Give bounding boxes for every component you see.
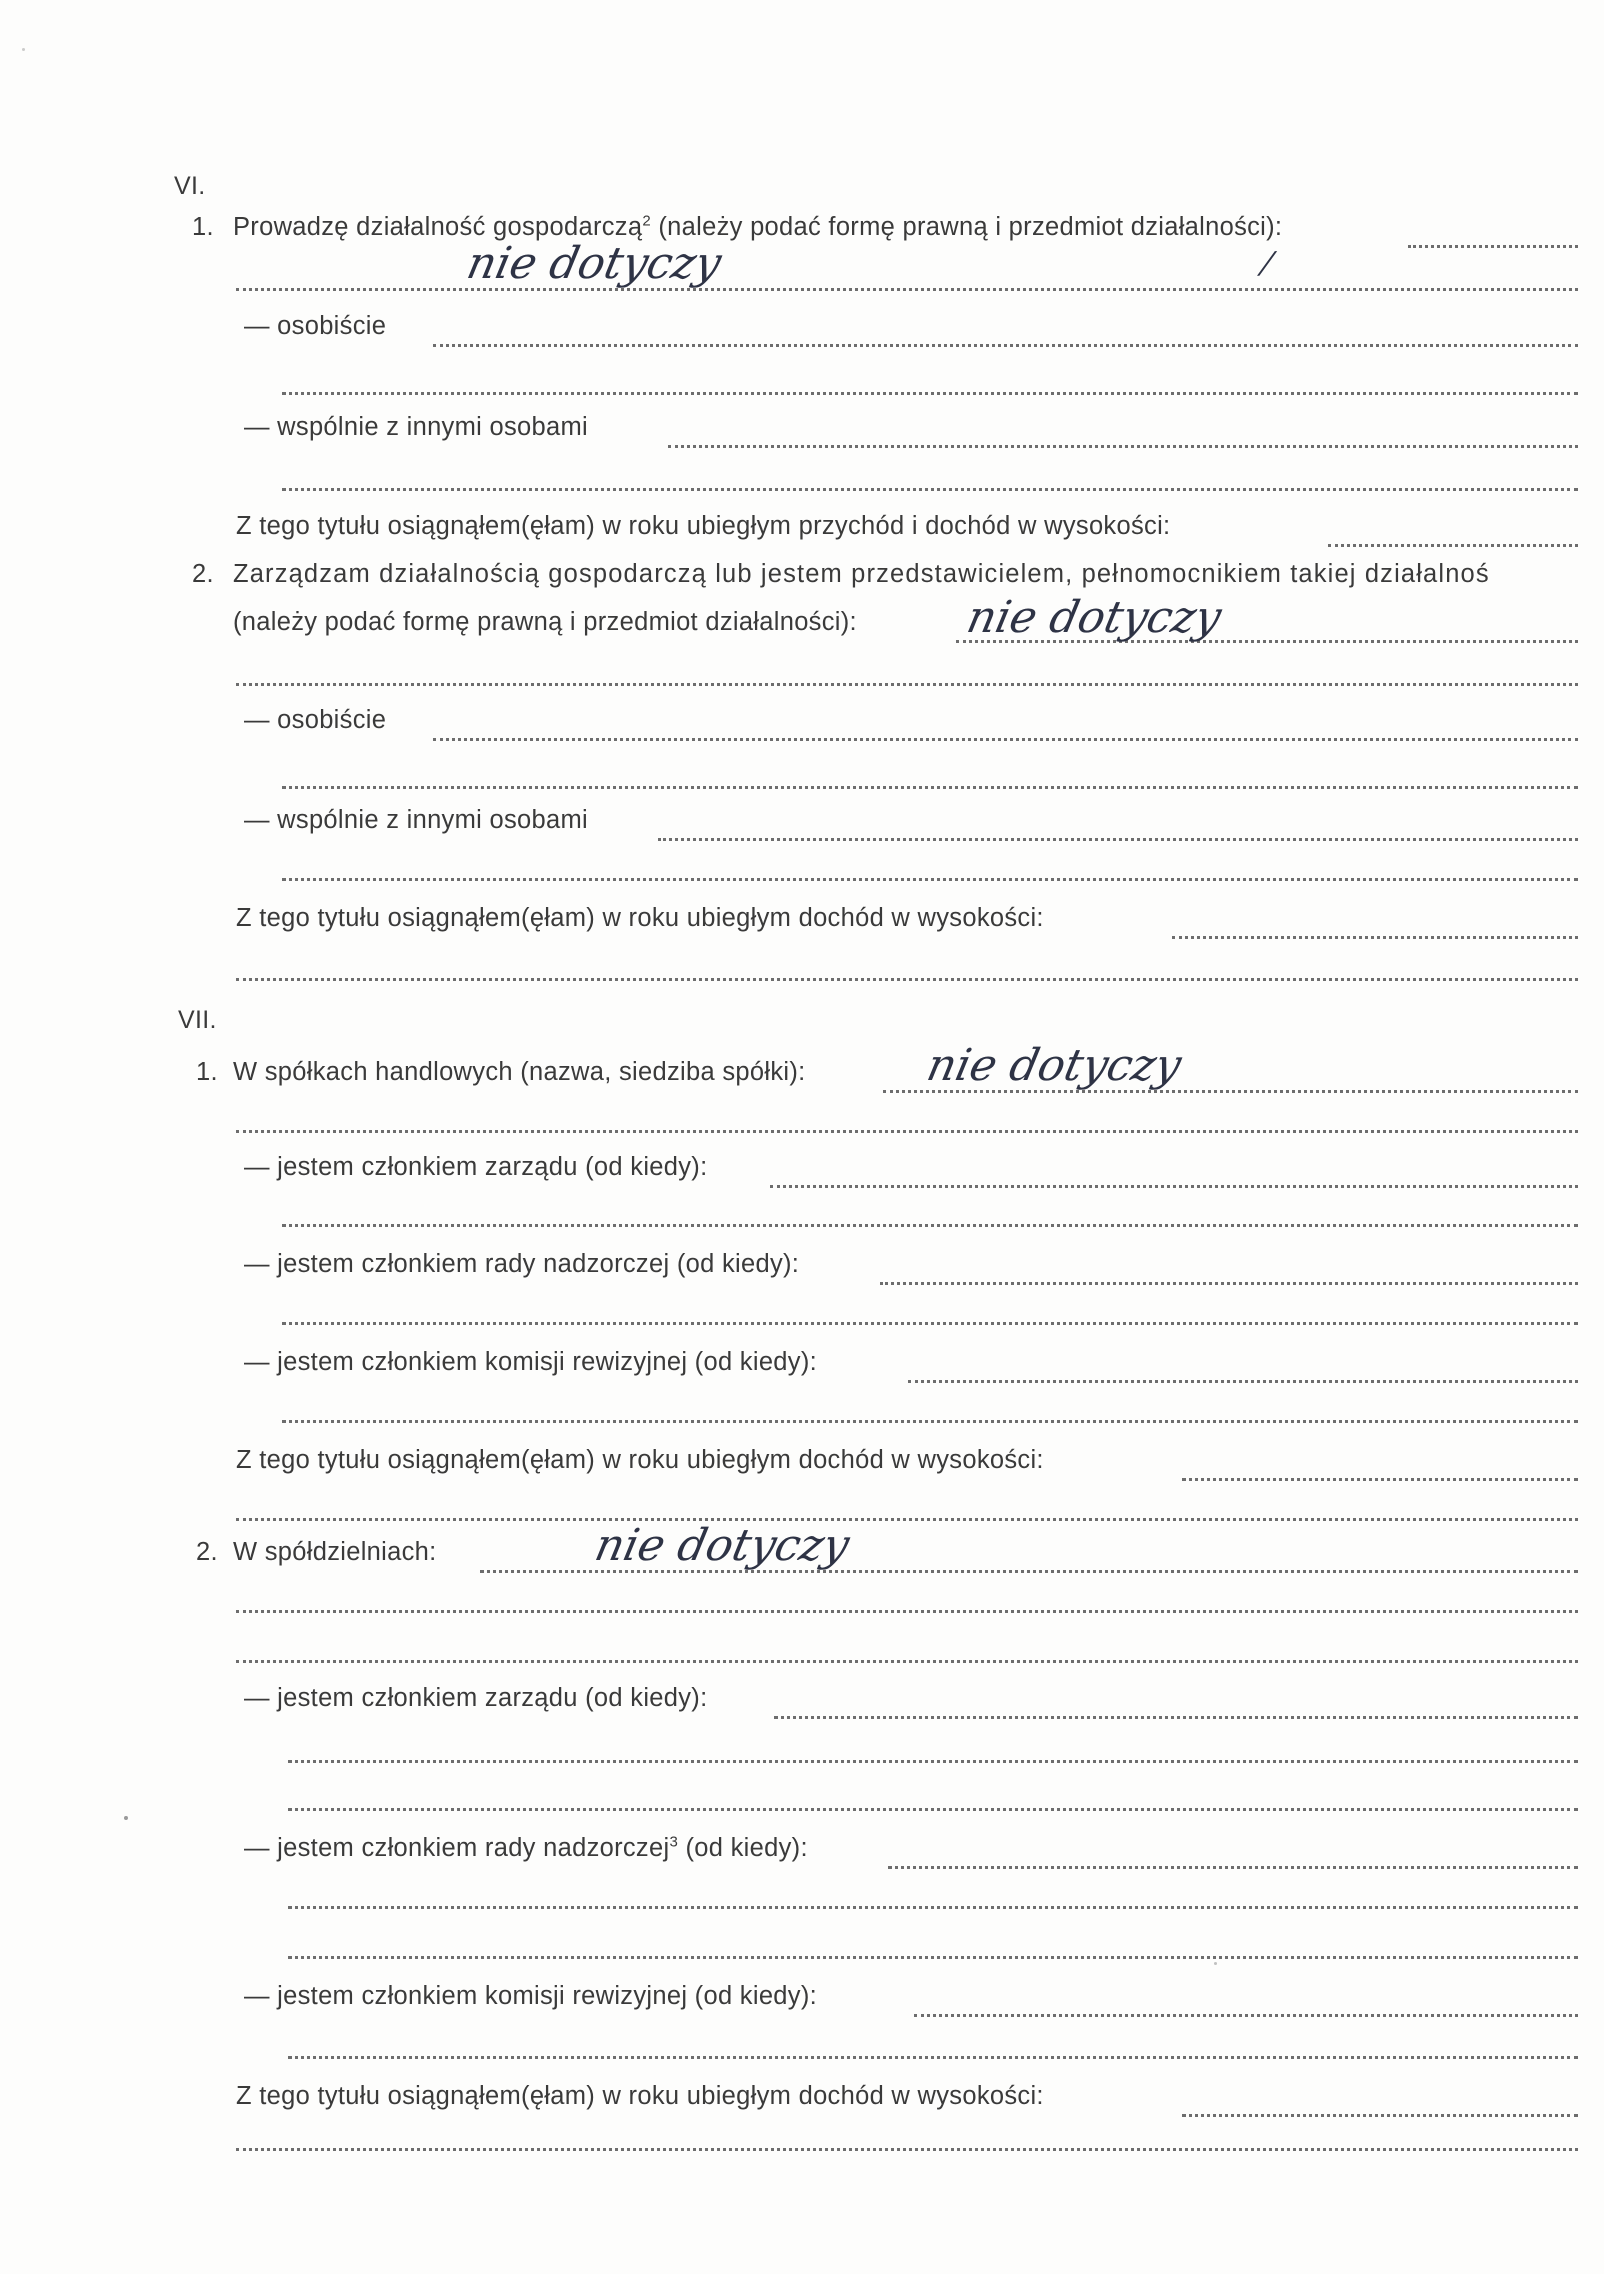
- option-text-cont: (od kiedy):: [678, 1834, 808, 1862]
- answer-line[interactable]: [914, 2014, 1578, 2017]
- option-audit: — jestem członkiem komisji rewizyjnej (od kiedy):: [244, 1982, 818, 2010]
- answer-line[interactable]: [282, 1322, 1578, 1325]
- section-heading-vii: VII.: [178, 1006, 217, 1034]
- section-heading-vi: VI.: [174, 172, 206, 200]
- answer-line[interactable]: [282, 878, 1578, 881]
- answer-line[interactable]: [1408, 245, 1578, 248]
- handwritten-answer: nie dotyczy: [590, 1520, 854, 1571]
- answer-line[interactable]: [668, 445, 1578, 448]
- answer-line[interactable]: [1328, 544, 1578, 547]
- question-vi-1: [233, 211, 1282, 243]
- answer-line[interactable]: [236, 1518, 1578, 1521]
- answer-line[interactable]: [236, 1130, 1578, 1133]
- option-personally: — osobiście: [244, 312, 387, 340]
- answer-line[interactable]: [880, 1282, 1578, 1285]
- option-board: — jestem członkiem zarządu (od kiedy):: [244, 1153, 708, 1181]
- answer-line[interactable]: [770, 1185, 1578, 1188]
- pen-stroke: /: [1258, 246, 1276, 281]
- answer-line[interactable]: [658, 838, 1578, 841]
- answer-line[interactable]: [282, 1420, 1578, 1423]
- scan-speck: [1214, 1962, 1217, 1965]
- question-vi-2-line1: Zarządzam działalnością gospodarczą lub jestem przedstawicielem, pełnomocnikiem takiej działalnoś: [233, 560, 1490, 588]
- option-jointly: — wspólnie z innymi osobami: [244, 806, 588, 834]
- option-supervisory: — jestem członkiem rady nadzorczej (od kiedy):: [244, 1250, 800, 1278]
- answer-line[interactable]: [236, 978, 1578, 981]
- answer-line[interactable]: [433, 344, 1578, 347]
- question-vii-2: W spółdzielniach:: [233, 1538, 437, 1566]
- option-text: — jestem członkiem rady nadzorczej: [244, 1834, 670, 1862]
- answer-line[interactable]: [282, 392, 1578, 395]
- answer-line[interactable]: [236, 1610, 1578, 1613]
- answer-line[interactable]: [888, 1866, 1578, 1869]
- option-audit: — jestem członkiem komisji rewizyjnej (od kiedy):: [244, 1348, 818, 1376]
- item-number: 2.: [192, 560, 214, 588]
- answer-line[interactable]: [236, 1660, 1578, 1663]
- answer-line[interactable]: [433, 738, 1578, 741]
- option-personally: — osobiście: [244, 706, 387, 734]
- answer-line[interactable]: [236, 683, 1578, 686]
- question-vii-1: W spółkach handlowych (nazwa, siedziba spółki):: [233, 1058, 806, 1086]
- answer-line[interactable]: [1182, 2114, 1578, 2117]
- item-number: 2.: [196, 1538, 218, 1566]
- option-board: — jestem członkiem zarządu (od kiedy):: [244, 1684, 708, 1712]
- answer-line[interactable]: [288, 2056, 1578, 2059]
- income-statement: Z tego tytułu osiągnąłem(ęłam) w roku ubiegłym dochód w wysokości:: [236, 2082, 1044, 2110]
- income-statement: Z tego tytułu osiągnąłem(ęłam) w roku ubiegłym dochód w wysokości:: [236, 904, 1044, 932]
- option-jointly: — wspólnie z innymi osobami: [244, 413, 588, 441]
- answer-line[interactable]: [1182, 1478, 1578, 1481]
- income-statement: Z tego tytułu osiągnąłem(ęłam) w roku ubiegłym dochód w wysokości:: [236, 1446, 1044, 1474]
- answer-line[interactable]: [288, 1760, 1578, 1763]
- footnote-marker: 3: [669, 1833, 679, 1851]
- answer-line[interactable]: [288, 1808, 1578, 1811]
- item-number: 1.: [196, 1058, 218, 1086]
- question-text-cont: (należy podać formę prawną i przedmiot działalności):: [651, 213, 1283, 241]
- handwritten-answer: nie dotyczy: [922, 1040, 1186, 1091]
- handwritten-answer: nie dotyczy: [962, 592, 1226, 643]
- answer-line[interactable]: [288, 1906, 1578, 1909]
- answer-line[interactable]: [236, 2148, 1578, 2151]
- question-text: Prowadzę działalność gospodarczą: [233, 213, 643, 241]
- handwritten-answer: nie dotyczy: [462, 238, 726, 289]
- answer-line[interactable]: [774, 1716, 1578, 1719]
- scan-speck: [22, 48, 25, 51]
- answer-line[interactable]: [282, 488, 1578, 491]
- answer-line[interactable]: [1172, 936, 1578, 939]
- answer-line[interactable]: [288, 1956, 1578, 1959]
- answer-line[interactable]: [282, 786, 1578, 789]
- scan-speck: [124, 1816, 128, 1820]
- answer-line[interactable]: [282, 1224, 1578, 1227]
- answer-line[interactable]: [236, 288, 1578, 291]
- option-supervisory: [244, 1832, 808, 1864]
- footnote-marker: 2: [642, 212, 651, 230]
- question-vi-2-line2: (należy podać formę prawną i przedmiot działalności):: [233, 608, 857, 636]
- answer-line[interactable]: [908, 1380, 1578, 1383]
- income-statement: Z tego tytułu osiągnąłem(ęłam) w roku ubiegłym przychód i dochód w wysokości:: [236, 512, 1171, 540]
- item-number: 1.: [192, 213, 214, 241]
